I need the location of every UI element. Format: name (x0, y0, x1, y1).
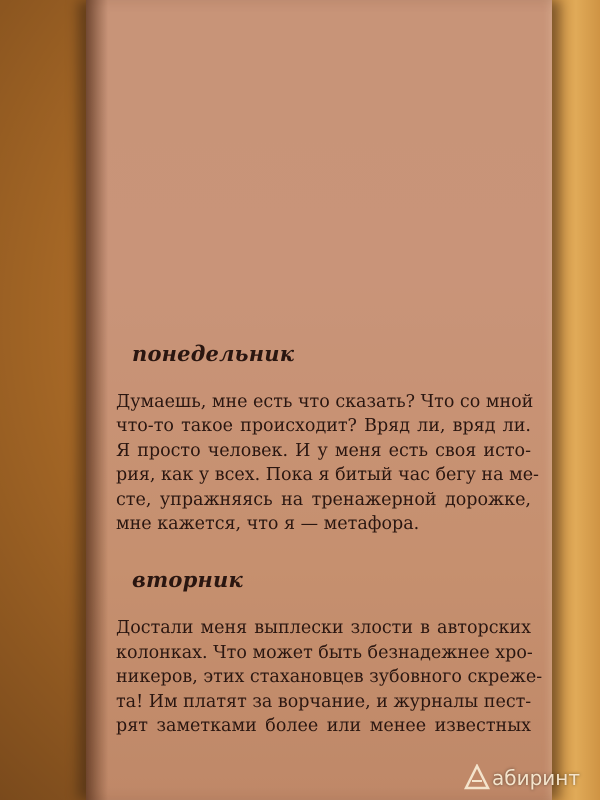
text-line: Я просто человек. И у меня есть своя исто- (116, 440, 531, 461)
text-line: никеров, этих стахановцев зубовного скреже- (116, 667, 543, 688)
text-line: сте, упражняясь на тренажерной дорожке, (116, 489, 531, 510)
text-line: мне кажется, что я — метафора. (116, 514, 420, 535)
text-line: что-то такое происходит? Вряд ли, вряд ли. (116, 416, 531, 437)
watermark-text: абиринт (491, 766, 580, 790)
page-text (116, 340, 543, 738)
heading-tuesday: вторник (132, 567, 243, 593)
text-line: рия, как у всех. Пока я битый час бегу на ме- (116, 465, 539, 486)
text-line: та! Им платят за ворчание, и журналы пест- (116, 691, 532, 712)
book-page (86, 0, 552, 800)
watermark (464, 764, 580, 790)
text-line: Достали меня выплески злости в авторских (116, 618, 531, 639)
paragraph-monday (116, 390, 539, 536)
text-line: рят заметками более или менее известных (116, 716, 531, 737)
page-gutter-shadow (86, 0, 108, 800)
paragraph-tuesday (116, 616, 543, 738)
labyrinth-logo-icon (464, 764, 490, 790)
heading-monday: понедельник (132, 341, 295, 366)
text-line: Думаешь, мне есть что сказать? Что со мной (116, 392, 534, 412)
text-line: колонках. Что может быть безнадежнее хро- (116, 642, 533, 663)
